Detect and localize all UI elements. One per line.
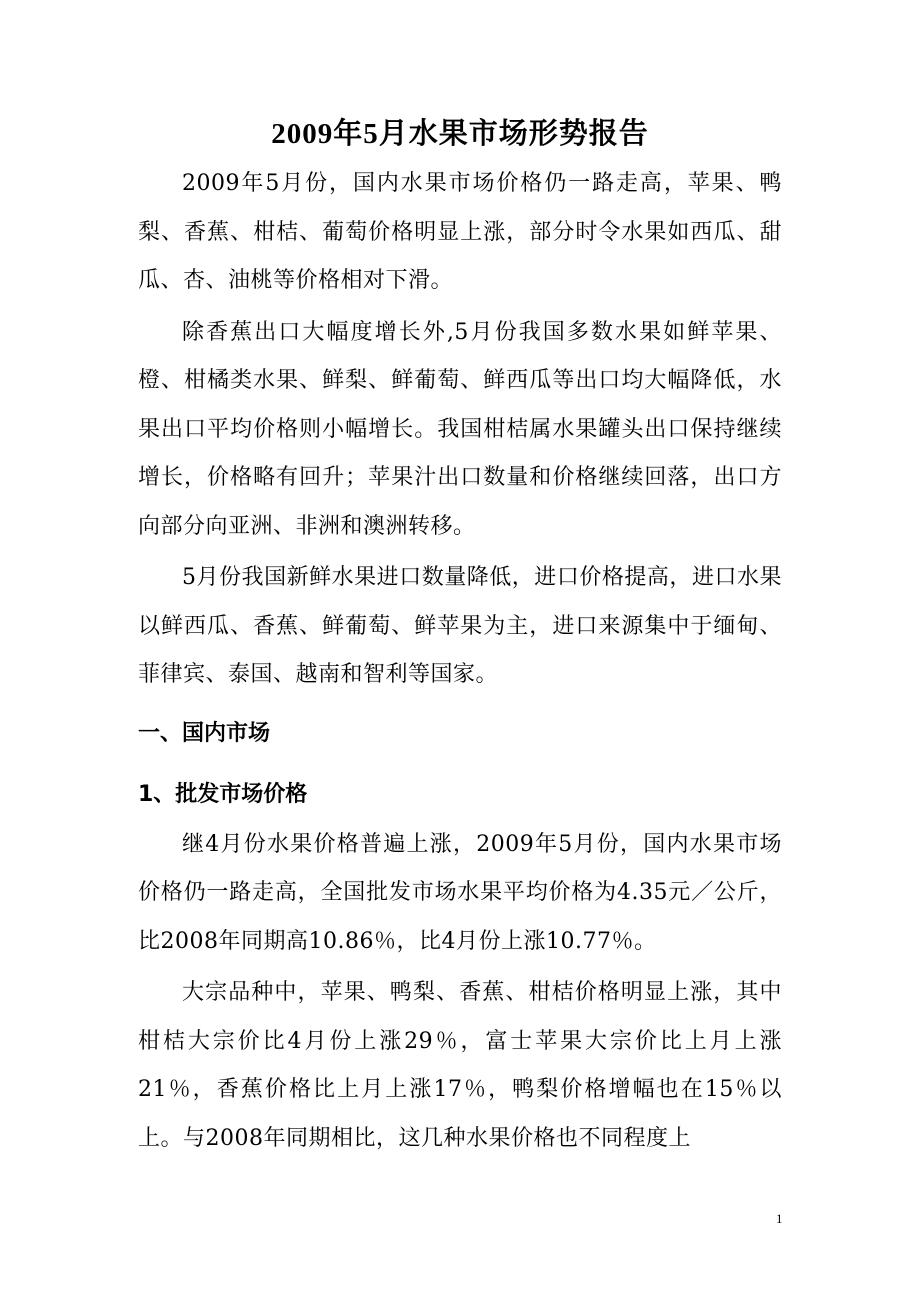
intro-paragraph-1: 2009年5月份，国内水果市场价格仍一路走高，苹果、鸭梨、香蕉、柑桔、葡萄价格明显上涨，部分时令水果如西瓜、甜瓜、杏、油桃等价格相对下滑。 <box>138 171 782 293</box>
section-heading-domestic-market: 一、国内市场 <box>138 720 271 746</box>
subsection-heading-wholesale-price: 1、批发市场价格 <box>138 781 308 807</box>
document-title: 2009年5月水果市场形势报告 <box>271 118 649 150</box>
document-page <box>138 108 782 1166</box>
body-paragraph-1: 继4月份水果价格普遍上涨，2009年5月份，国内水果市场价格仍一路走高，全国批发市场水果平均价格为4.35元／公斤，比2008年同期高10.86％，比4月份上涨10.77％。 <box>138 831 782 954</box>
page-number: 1 <box>776 1211 783 1226</box>
intro-paragraph-2: 除香蕉出口大幅度增长外,5月份我国多数水果如鲜苹果、橙、柑橘类水果、鲜梨、鲜葡萄、鲜西瓜等出口均大幅降低，水果出口平均价格则小幅增长。我国柑桔属水果罐头出口保持继续增长，价格略有回升；苹果汁出口数量和价格继续回落，出口方向部分向亚洲、非洲和澳洲转移。 <box>138 319 782 539</box>
intro-paragraph-3: 5月份我国新鲜水果进口数量降低，进口价格提高，进口水果以鲜西瓜、香蕉、鲜葡萄、鲜苹果为主，进口来源集中于缅甸、菲律宾、泰国、越南和智利等国家。 <box>138 565 782 687</box>
body-paragraph-2: 大宗品种中，苹果、鸭梨、香蕉、柑桔价格明显上涨，其中柑桔大宗价比4月份上涨29％，富士苹果大宗价比上月上涨21％，香蕉价格比上月上涨17％，鸭梨价格增幅也在15％以上。与2008年同期相比，这几种水果价格也不同程度上 <box>138 980 782 1151</box>
